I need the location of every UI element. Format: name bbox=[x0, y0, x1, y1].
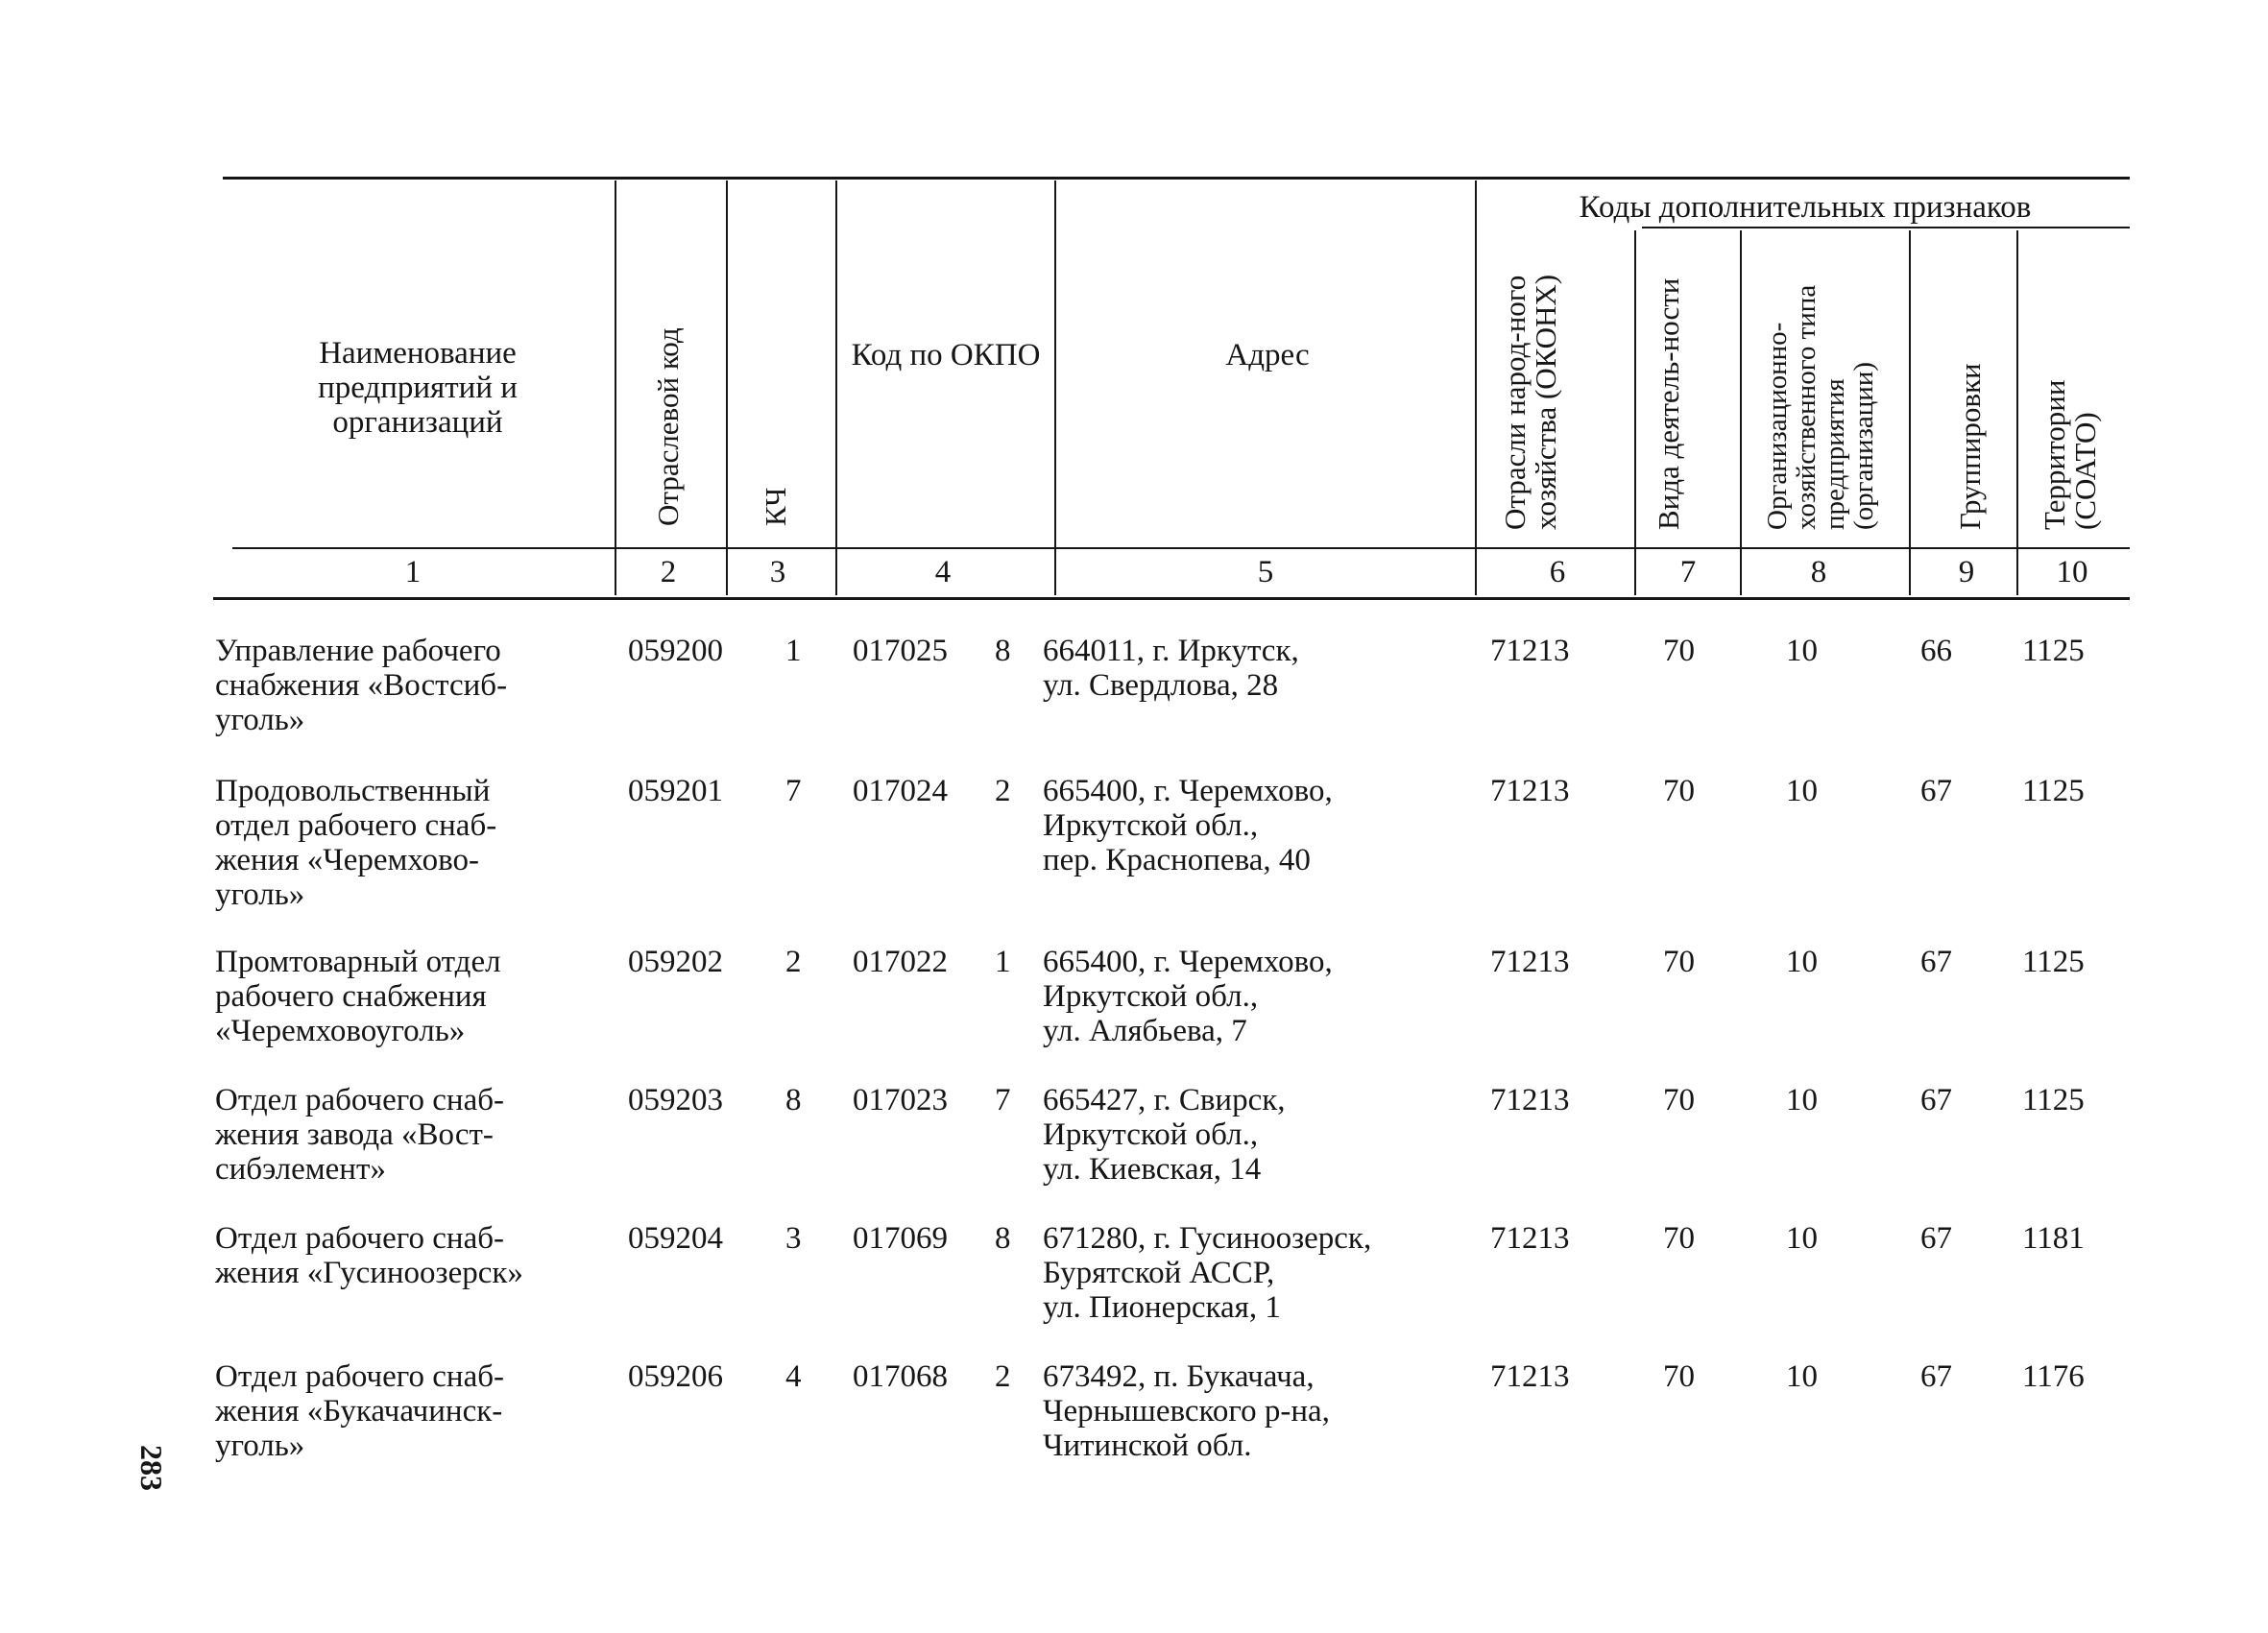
row-okpo: 017024 bbox=[853, 774, 948, 808]
row-name: Продовольственный отдел рабочего снаб- жения «Черемхово- уголь» bbox=[215, 774, 497, 912]
row-name: Промтоварный отдел рабочего снабжения «Черемховоуголь» bbox=[215, 945, 501, 1048]
row-address: 665400, г. Черемхово, Иркутской обл., пер. Краснопева, 40 bbox=[1043, 774, 1333, 877]
column-number: 5 bbox=[1257, 555, 1274, 589]
row-grouping: 67 bbox=[1920, 774, 1952, 808]
row-name: Управление рабочего снабжения «Востсиб- уголь» bbox=[215, 634, 508, 737]
column-number: 10 bbox=[2056, 555, 2088, 589]
row-okpo-check: 1 bbox=[995, 945, 1011, 979]
row-okpo-check: 8 bbox=[995, 1221, 1011, 1256]
row-okpo-check: 2 bbox=[995, 774, 1011, 808]
header-org-type: Организационно-хозяйственного типа предприятия (организации) bbox=[1762, 284, 1879, 530]
col-divider-1 bbox=[615, 180, 616, 595]
row-org-type: 10 bbox=[1786, 1359, 1818, 1394]
row-grouping: 67 bbox=[1920, 1359, 1952, 1394]
header-grouping: Группировки bbox=[1953, 363, 1987, 530]
row-okpo: 017025 bbox=[853, 634, 948, 668]
header-name: Наименование предприятий и организаций bbox=[318, 336, 518, 440]
row-soato: 1181 bbox=[2022, 1221, 2085, 1256]
column-number: 2 bbox=[660, 555, 677, 589]
row-name: Отдел рабочего снаб- жения «Гусиноозерск» bbox=[215, 1221, 523, 1290]
row-address: 673492, п. Букачача, Чернышевского р-на, Читинской обл. bbox=[1043, 1359, 1330, 1463]
row-okonh: 71213 bbox=[1490, 1221, 1570, 1256]
table-top-rule bbox=[223, 177, 2130, 180]
table-head-bottom-rule bbox=[213, 597, 2130, 600]
header-activity: Вида деятель-ности bbox=[1652, 277, 1685, 530]
col-divider-8 bbox=[1909, 230, 1911, 595]
row-address: 671280, г. Гусиноозерск, Бурятской АССР, ул. Пионерская, 1 bbox=[1043, 1221, 1372, 1325]
col-divider-2 bbox=[726, 180, 728, 595]
row-okpo: 017023 bbox=[853, 1083, 948, 1117]
row-grouping: 67 bbox=[1920, 1083, 1952, 1117]
row-kch: 2 bbox=[785, 945, 802, 979]
row-activity: 70 bbox=[1663, 945, 1695, 979]
row-soato: 1125 bbox=[2022, 945, 2085, 979]
row-grouping: 67 bbox=[1920, 1221, 1952, 1256]
row-org-type: 10 bbox=[1786, 634, 1818, 668]
col-divider-6 bbox=[1634, 230, 1636, 595]
row-branch-code: 059201 bbox=[628, 774, 723, 808]
row-okonh: 71213 bbox=[1490, 945, 1570, 979]
row-soato: 1125 bbox=[2022, 1083, 2085, 1117]
column-number: 8 bbox=[1810, 555, 1827, 589]
row-okpo-check: 8 bbox=[995, 634, 1011, 668]
row-activity: 70 bbox=[1663, 1221, 1695, 1256]
column-number: 1 bbox=[404, 555, 422, 589]
row-branch-code: 059203 bbox=[628, 1083, 723, 1117]
column-number: 7 bbox=[1679, 555, 1697, 589]
row-okpo-check: 7 bbox=[995, 1083, 1011, 1117]
row-soato: 1125 bbox=[2022, 774, 2085, 808]
col-divider-9 bbox=[2016, 230, 2018, 595]
row-soato: 1125 bbox=[2022, 634, 2085, 668]
row-org-type: 10 bbox=[1786, 1083, 1818, 1117]
row-address: 665427, г. Свирск, Иркутской обл., ул. Киевская, 14 bbox=[1043, 1083, 1286, 1187]
row-activity: 70 bbox=[1663, 1083, 1695, 1117]
row-org-type: 10 bbox=[1786, 774, 1818, 808]
row-kch: 1 bbox=[785, 634, 802, 668]
row-address: 665400, г. Черемхово, Иркутской обл., ул. Алябьева, 7 bbox=[1043, 945, 1333, 1048]
header-okpo: Код по ОКПО bbox=[851, 338, 1041, 372]
header-group-title: Коды дополнительных признаков bbox=[1579, 190, 2032, 225]
page-number: 283 bbox=[134, 1445, 169, 1491]
row-org-type: 10 bbox=[1786, 1221, 1818, 1256]
row-kch: 3 bbox=[785, 1221, 802, 1256]
col-divider-7 bbox=[1740, 230, 1742, 595]
column-number: 9 bbox=[1958, 555, 1975, 589]
row-soato: 1176 bbox=[2022, 1359, 2085, 1394]
row-org-type: 10 bbox=[1786, 945, 1818, 979]
row-okonh: 71213 bbox=[1490, 634, 1570, 668]
row-name: Отдел рабочего снаб- жения завода «Вост- сибэлемент» bbox=[215, 1083, 504, 1187]
row-okonh: 71213 bbox=[1490, 1359, 1570, 1394]
row-okpo: 017068 bbox=[853, 1359, 948, 1394]
col-divider-3 bbox=[835, 180, 837, 595]
row-kch: 8 bbox=[785, 1083, 802, 1117]
col-divider-4 bbox=[1054, 180, 1056, 595]
row-branch-code: 059206 bbox=[628, 1359, 723, 1394]
subheader-rule bbox=[232, 547, 2130, 549]
row-okonh: 71213 bbox=[1490, 774, 1570, 808]
row-activity: 70 bbox=[1663, 1359, 1695, 1394]
row-name: Отдел рабочего снаб- жения «Букачачинск- уголь» bbox=[215, 1359, 504, 1463]
row-kch: 4 bbox=[785, 1359, 802, 1394]
column-number: 3 bbox=[769, 555, 786, 589]
row-grouping: 66 bbox=[1920, 634, 1952, 668]
row-branch-code: 059202 bbox=[628, 945, 723, 979]
column-number: 6 bbox=[1549, 555, 1566, 589]
row-grouping: 67 bbox=[1920, 945, 1952, 979]
header-kch: КЧ bbox=[759, 487, 792, 526]
row-activity: 70 bbox=[1663, 634, 1695, 668]
group-header-rule bbox=[1642, 227, 2130, 228]
row-branch-code: 059200 bbox=[628, 634, 723, 668]
col-divider-5 bbox=[1475, 180, 1477, 595]
row-okonh: 71213 bbox=[1490, 1083, 1570, 1117]
column-number: 4 bbox=[934, 555, 952, 589]
row-branch-code: 059204 bbox=[628, 1221, 723, 1256]
row-okpo: 017069 bbox=[853, 1221, 948, 1256]
header-branch-code: Отраслевой код bbox=[651, 327, 685, 526]
row-activity: 70 bbox=[1663, 774, 1695, 808]
row-okpo: 017022 bbox=[853, 945, 948, 979]
row-kch: 7 bbox=[785, 774, 802, 808]
row-okpo-check: 2 bbox=[995, 1359, 1011, 1394]
row-address: 664011, г. Иркутск, ул. Свердлова, 28 bbox=[1043, 634, 1299, 703]
header-soato: Территории (СОАТО) bbox=[2038, 379, 2102, 530]
header-okonh: Отрасли народ-ного хозяйства (ОКОНХ) bbox=[1498, 274, 1562, 530]
header-address: Адрес bbox=[1225, 338, 1310, 372]
